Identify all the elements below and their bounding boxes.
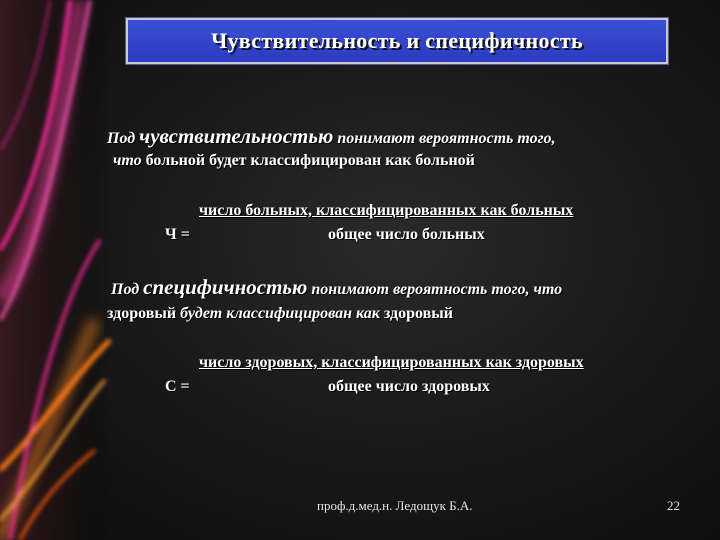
sensitivity-definition-line2 xyxy=(113,152,475,170)
specificity-denominator: общее число здоровых xyxy=(328,378,490,395)
slide-title: Чувствительность и специфичность xyxy=(211,28,583,53)
spec-line2-c: здоровый xyxy=(379,305,453,322)
specificity-numerator: число здоровых, классифицированных как здоровых xyxy=(199,354,584,371)
sens-line2-a: что xyxy=(113,152,142,169)
spec-line2-b: будет классифицирован как xyxy=(180,305,380,322)
specificity-definition-line2 xyxy=(107,305,453,323)
sensitivity-denominator: общее число больных xyxy=(328,226,485,243)
specificity-formula-lhs: С = xyxy=(165,378,190,395)
sensitivity-numerator: число больных, классифицированных как больных xyxy=(199,202,574,219)
sensitivity-definition-line1 xyxy=(107,124,556,149)
footer-author: проф.д.мед.н. Ледощук Б.А. xyxy=(317,498,473,513)
spec-line2-a: здоровый xyxy=(107,305,181,322)
spec-pre: Под xyxy=(111,281,144,298)
specificity-term: специфичностью xyxy=(143,275,308,299)
title-banner xyxy=(126,18,668,64)
specificity-definition-line1 xyxy=(111,275,562,300)
sens-line2-b: больной будет классифицирован как больной xyxy=(141,152,475,169)
slide-number: 22 xyxy=(667,498,680,513)
sens-post: понимают вероятность того, xyxy=(333,130,556,147)
sensitivity-formula-lhs: Ч = xyxy=(165,226,190,243)
spec-post: понимают вероятность того, что xyxy=(307,281,563,298)
sensitivity-term: чувствительностью xyxy=(139,124,334,148)
sens-pre: Под xyxy=(107,130,140,147)
